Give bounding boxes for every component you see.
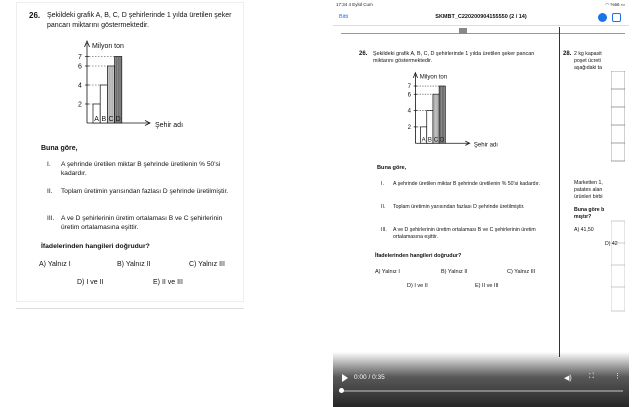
share-icon[interactable] bbox=[612, 13, 621, 22]
page-y-tick-label-7: 7 bbox=[407, 84, 412, 91]
page-option-b: B) Yalnız II bbox=[441, 269, 468, 275]
page-bar-label-A: A bbox=[421, 137, 426, 144]
status-bar bbox=[333, 0, 629, 10]
status-time: 17:34 4 Eylül Cum bbox=[336, 2, 373, 7]
next-question-prompt-1: Buna göre b bbox=[574, 207, 605, 213]
page-statement-2 bbox=[381, 204, 555, 211]
page-statement-1-number: I. bbox=[381, 181, 384, 187]
bar-chart bbox=[47, 39, 217, 139]
video-progress-track[interactable] bbox=[339, 390, 623, 392]
page-option-c: C) Yalnız III bbox=[507, 269, 536, 275]
statement-3 bbox=[47, 214, 241, 232]
page-x-axis-label: Şehir adı bbox=[473, 142, 498, 149]
page-y-tick-label-4: 4 bbox=[407, 108, 412, 115]
left-bar-label-B: B bbox=[101, 116, 107, 123]
page-buna-gore-label: Buna göre, bbox=[377, 165, 407, 171]
document-title: SKMBT_C220200904155550 (2 / 14) bbox=[435, 14, 527, 20]
left-x-axis-label: Şehir adı bbox=[155, 122, 184, 129]
statement-1 bbox=[47, 160, 241, 178]
next-question-line-6: ürünleri birbi bbox=[574, 194, 603, 200]
question-prompt: İfadelerinden hangileri doğrudur? bbox=[41, 243, 150, 250]
left-y-tick-label-6: 6 bbox=[78, 63, 82, 71]
fullscreen-icon[interactable]: ⛶ bbox=[589, 373, 594, 380]
option-b[interactable]: B) Yalnız II bbox=[117, 261, 151, 268]
more-options-icon[interactable]: ⋮ bbox=[614, 373, 621, 380]
battery-icon: ▭ bbox=[620, 2, 625, 7]
next-question-line-1: 2 kg kapasit bbox=[574, 51, 602, 57]
statement-2-text: Toplam üretimin yarısından fazlası D şehrinde üretilmiştir. bbox=[61, 188, 229, 195]
battery-indicator bbox=[605, 2, 625, 8]
left-bar-label-D: D bbox=[115, 116, 121, 123]
next-question-table-fragment bbox=[611, 71, 625, 331]
page-option-a: A) Yalnız I bbox=[375, 269, 400, 275]
next-question-option-a: A) 41,50 bbox=[574, 227, 594, 233]
question-number: 26. bbox=[29, 11, 41, 20]
done-button[interactable]: Bitti bbox=[339, 14, 349, 20]
page-statement-1-text: A şehrinde üretilen miktar B şehrinde üretilenin % 50'si kadardır. bbox=[393, 181, 540, 187]
statement-3-text: A ve D şehirlerinin üretim ortalaması B ve C şehirlerinin üretim ortalamasına eşittir. bbox=[61, 215, 223, 231]
page-statement-3-text: A ve D şehirlerinin üretim ortalaması B ve C şehirlerinin üretim ortalamasına eşittir. bbox=[393, 227, 536, 241]
statement-2-number: II. bbox=[47, 188, 53, 195]
left-y-tick-label-4: 4 bbox=[78, 82, 82, 90]
battery-percent: %66 bbox=[610, 2, 620, 7]
left-y-tick-label-2: 2 bbox=[78, 101, 82, 109]
page-statement-1 bbox=[381, 181, 555, 188]
page-y-axis-label: Milyon ton bbox=[419, 74, 448, 81]
left-bar-label-A: A bbox=[94, 116, 99, 123]
page-option-e: E) II ve III bbox=[475, 283, 499, 289]
video-progress-thumb[interactable] bbox=[339, 388, 344, 393]
next-question-line-4: Marketten 1, bbox=[574, 180, 603, 186]
pdf-page[interactable] bbox=[341, 27, 625, 357]
video-controls bbox=[333, 352, 629, 407]
play-icon[interactable] bbox=[342, 374, 348, 382]
page-bar-chart bbox=[381, 71, 531, 159]
page-question-number: 26. bbox=[359, 51, 368, 57]
markup-icon[interactable] bbox=[598, 13, 607, 22]
left-y-axis-label: Milyon ton bbox=[92, 43, 124, 50]
statement-3-number: III. bbox=[47, 215, 55, 222]
page-statement-2-text: Toplam üretimin yarısından fazlası D şehrinde üretilmiştir. bbox=[393, 204, 525, 210]
page-bar-label-D: D bbox=[440, 137, 445, 144]
page-statement-2-number: II. bbox=[381, 204, 386, 210]
statement-2 bbox=[47, 187, 241, 196]
left-bar-label-C: C bbox=[108, 116, 114, 123]
statement-1-text: A şehrinde üretilen miktar B şehrinde üretilenin % 50'si kadardır. bbox=[61, 161, 221, 177]
page-question-prompt: İfadelerinden hangileri doğrudur? bbox=[375, 253, 462, 259]
volume-icon[interactable]: ◀) bbox=[564, 375, 572, 382]
next-question-line-5: patates alan bbox=[574, 187, 603, 193]
page-bar-label-B: B bbox=[427, 137, 432, 144]
left-y-tick-label-7: 7 bbox=[78, 54, 82, 61]
wifi-icon: ◠ bbox=[605, 2, 611, 7]
page-question-stem: Şekildeki grafik A, B, C, D şehirlerinde 1 yılda üretilen şeker pancarı miktarını göstermektedir. bbox=[373, 51, 535, 65]
video-time: 0:00 / 0:35 bbox=[354, 374, 385, 381]
column-separator bbox=[559, 27, 560, 357]
page-option-d: D) I ve II bbox=[407, 283, 428, 289]
option-c[interactable]: C) Yalnız III bbox=[189, 261, 225, 268]
viewer-toolbar bbox=[333, 10, 629, 26]
option-a[interactable]: A) Yalnız I bbox=[39, 261, 71, 268]
next-question-line-3: aşağıdaki ta bbox=[574, 65, 602, 71]
question-card bbox=[16, 2, 244, 302]
next-question-prompt-2: mıştır? bbox=[574, 214, 592, 220]
phone-screen bbox=[333, 0, 629, 407]
page-statement-3-number: III. bbox=[381, 227, 387, 233]
page-top-bar-fragment bbox=[459, 28, 467, 34]
page-bar-label-C: C bbox=[433, 137, 439, 144]
page-statement-3 bbox=[381, 227, 555, 241]
option-e[interactable]: E) II ve III bbox=[153, 279, 183, 286]
page-y-tick-label-6: 6 bbox=[407, 92, 412, 99]
next-question-number: 28. bbox=[563, 51, 572, 57]
question-stem: Şekildeki grafik A, B, C, D şehirlerinde 1 yılda üretilen şeker pancarı miktarını göstermektedir. bbox=[47, 12, 232, 29]
divider bbox=[16, 308, 244, 309]
page-y-tick-label-2: 2 bbox=[407, 125, 412, 132]
next-question-line-2: poşet ücreti bbox=[574, 58, 601, 64]
page-top-edge bbox=[341, 27, 625, 34]
option-d[interactable]: D) I ve II bbox=[77, 279, 104, 286]
next-question-option-d: D) 42 bbox=[605, 241, 618, 247]
statement-1-number: I. bbox=[47, 161, 51, 168]
buna-gore-label: Buna göre, bbox=[41, 145, 78, 152]
